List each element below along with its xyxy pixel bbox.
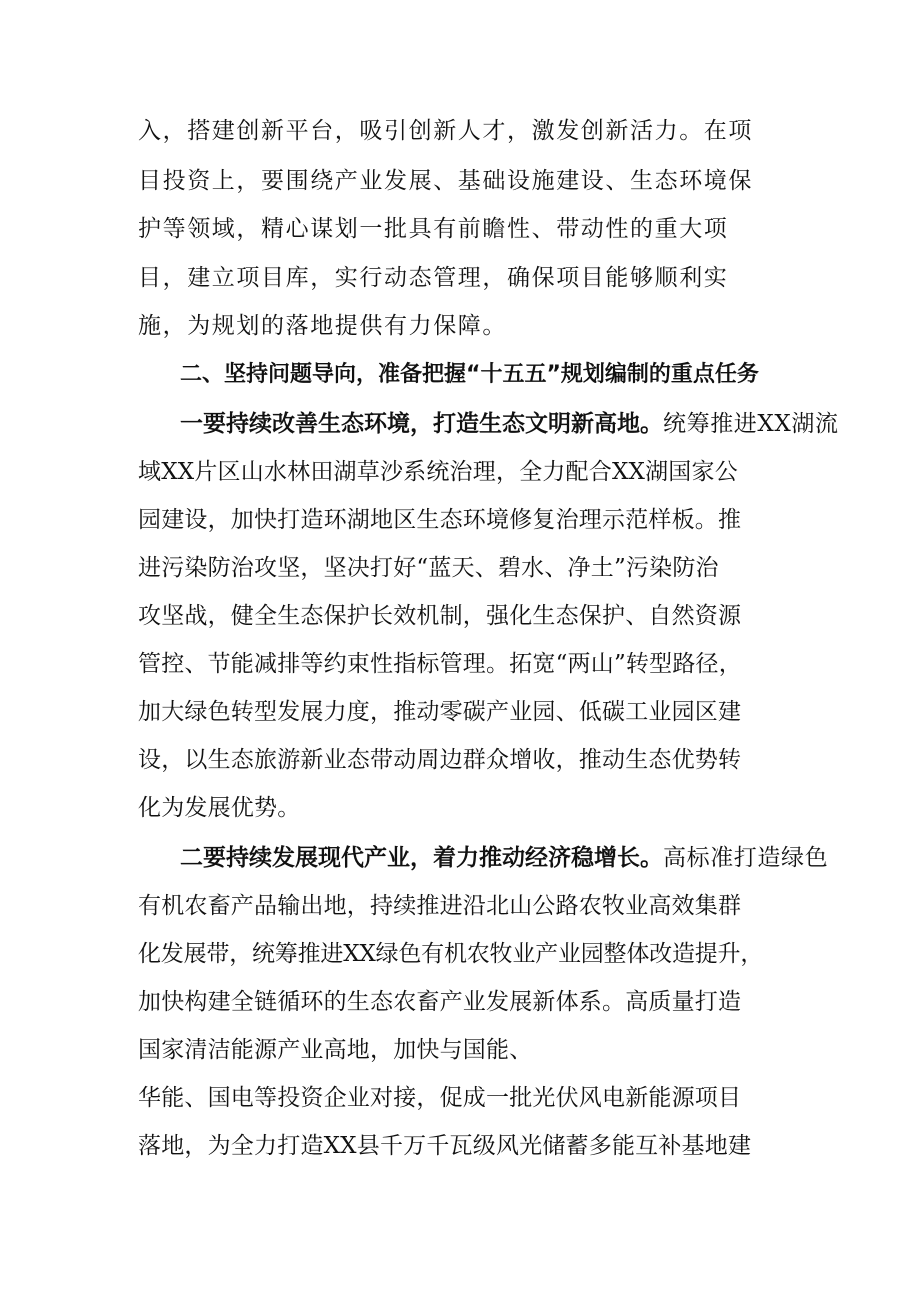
- paragraph-lead: 一要持续改善生态环境，打造生态文明新高地。: [180, 411, 663, 437]
- paragraph-lead: 二要持续发展现代产业，着力推动经济稳增长。: [180, 845, 663, 871]
- paragraph-text: 高标准打造绿色: [663, 845, 829, 871]
- section-heading: 二、坚持问题导向，准备把握“十五五”规划编制的重点任务: [180, 362, 759, 387]
- text-line: 有机农畜产品输出地，持续推进沿北山公路农牧业高效集群: [138, 893, 742, 919]
- text-line: 落地，为全力打造XX县千万千瓦级风光储蓄多能互补基地建: [138, 1133, 752, 1159]
- paragraph-first-line: [180, 409, 839, 439]
- text-line: 入，搭建创新平台，吸引创新人才，激发创新活力。在项: [138, 118, 753, 144]
- text-line: 园建设，加快打造环湖地区生态环境修复治理示范样板。推: [138, 507, 742, 533]
- text-line: 攻坚战，健全生态保护长效机制，强化生态保护、自然资源: [138, 603, 742, 629]
- text-line: 目，建立项目库，实行动态管理，确保项目能够顺利实: [138, 265, 729, 291]
- text-line: 国家清洁能源产业高地，加快与国能、: [138, 1037, 533, 1063]
- text-line: 目投资上，要围绕产业发展、基础设施建设、生态环境保: [138, 168, 753, 194]
- text-line: 护等领域，精心谋划一批具有前瞻性、带动性的重大项: [138, 216, 729, 242]
- text-line: 加快构建全链循环的生态农畜产业发展新体系。高质量打造: [138, 989, 742, 1015]
- text-line: 化发展带，统筹推进XX绿色有机农牧业产业园整体改造提升，: [138, 941, 764, 967]
- text-line: 华能、国电等投资企业对接，促成一批光伏风电新能源项目: [138, 1085, 742, 1111]
- text-line: 设，以生态旅游新业态带动周边群众增收，推动生态优势转: [138, 747, 742, 773]
- text-line: 进污染防治攻坚，坚决打好“蓝天、碧水、净土”污染防治: [138, 555, 719, 581]
- text-line: 化为发展优势。: [138, 795, 301, 821]
- paragraph-first-line: [180, 843, 829, 873]
- text-line: 管控、节能减排等约束性指标管理。拓宽“两山”转型路径，: [138, 651, 742, 677]
- text-line: 域XX片区山水林田湖草沙系统治理，全力配合XX湖国家公: [138, 459, 738, 485]
- text-line: 加大绿色转型发展力度，推动零碳产业园、低碳工业园区建: [138, 699, 742, 725]
- text-line: 施，为规划的落地提供有力保障。: [138, 313, 507, 339]
- paragraph-text: 统筹推进XX湖流: [663, 411, 839, 437]
